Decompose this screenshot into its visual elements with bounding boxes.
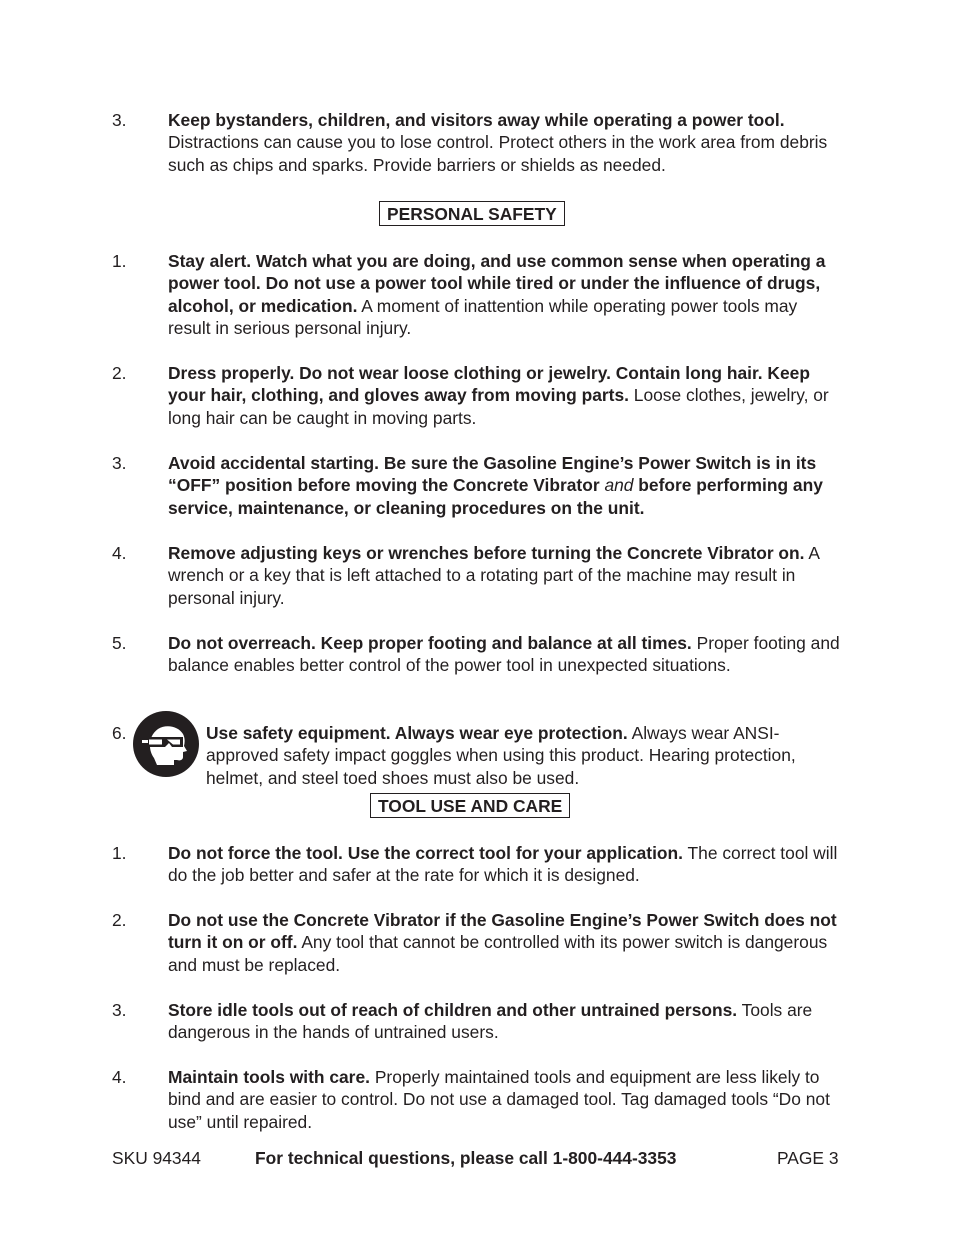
item-text: The correct tool will do the job better and safer at the rate for which it is designed. <box>168 843 838 886</box>
footer-help-line: For technical questions, please call 1-800-444-3353 <box>255 1148 677 1168</box>
footer-sku: SKU 94344 <box>112 1148 201 1168</box>
item-body <box>168 909 843 976</box>
item-body <box>206 722 846 789</box>
item-text: Any tool that cannot be controlled with its power switch is dangerous and must be replaced. <box>168 932 828 975</box>
item-number: 3. <box>112 110 127 130</box>
item-body <box>168 1066 843 1133</box>
item-body <box>168 452 843 519</box>
item-body <box>168 542 843 609</box>
section-heading-tool-use-and-care: TOOL USE AND CARE <box>370 793 570 818</box>
item-text: A moment of inattention while operating power tools may result in serious personal injury. <box>168 295 798 339</box>
item-text: Properly maintained tools and equipment are less likely to bind and are easier to control. Do not use a damaged tool. Tag damaged tools “Do not use” until repaired. <box>168 1067 830 1132</box>
item-number: 1. <box>112 251 127 271</box>
item-number: 6. <box>112 723 127 743</box>
safety-goggles-icon <box>132 710 200 778</box>
item-bold-text: Do not force the tool. Use the correct tool for your application. <box>168 843 683 863</box>
item-text: Distractions can cause you to lose control. Protect others in the work area from debris such as chips and sparks. Provide barriers or shields as needed. <box>168 132 828 175</box>
item-number: 3. <box>112 453 127 473</box>
item-bold-text: before performing any service, maintenance, or cleaning procedures on the unit. <box>168 475 823 518</box>
item-text: Tools are dangerous in the hands of untrained users. <box>168 1000 813 1043</box>
item-number: 4. <box>112 1067 127 1087</box>
item-body <box>168 999 843 1044</box>
item-bold-text: Dress properly. Do not wear loose clothing or jewelry. Contain long hair. Keep your hair, clothing, and gloves away from moving parts. <box>168 363 810 406</box>
item-number: 3. <box>112 1000 127 1020</box>
item-number: 5. <box>112 633 127 653</box>
item-bold-text: Maintain tools with care. <box>168 1067 370 1087</box>
item-bold-text: Do not overreach. Keep proper footing and balance at all times. <box>168 633 692 653</box>
item-body <box>168 362 843 429</box>
item-number: 2. <box>112 910 127 930</box>
item-text: Always wear ANSI-approved safety impact goggles when using this product. Hearing protection, helmet, and steel toed shoes must also be used. <box>206 723 796 788</box>
item-body <box>168 842 843 887</box>
item-text: Proper footing and balance enables better control of the power tool in unexpected situations. <box>168 633 840 676</box>
item-body <box>168 109 843 176</box>
item-bold-text: Remove adjusting keys or wrenches before turning the Concrete Vibrator on. <box>168 543 805 563</box>
item-number: 1. <box>112 843 127 863</box>
item-text: A wrench or a key that is left attached to a rotating part of the machine may result in personal injury. <box>168 543 820 608</box>
item-text: Loose clothes, jewelry, or long hair can be caught in moving parts. <box>168 385 829 428</box>
item-bold-text: Keep bystanders, children, and visitors away while operating a power tool. <box>168 110 785 130</box>
item-bold-text: Use safety equipment. Always wear eye protection. <box>206 723 628 743</box>
item-italic-text: and <box>604 475 634 496</box>
item-bold-text: Do not use the Concrete Vibrator if the Gasoline Engine’s Power Switch does not turn it on or off. <box>168 910 837 953</box>
item-number: 2. <box>112 363 127 383</box>
item-bold-text: Avoid accidental starting. Be sure the Gasoline Engine’s Power Switch is in its “OFF” position before moving the Concrete Vibrator <box>168 453 817 496</box>
item-bold-text: Store idle tools out of reach of children and other untrained persons. <box>168 1000 738 1020</box>
item-body <box>168 250 843 340</box>
item-body <box>168 632 843 677</box>
item-number: 4. <box>112 543 127 563</box>
item-bold-text: Stay alert. Watch what you are doing, and use common sense when operating a power tool. Do not use a power tool while tired or under the influence of drugs, alcohol, or medication. <box>168 251 826 316</box>
section-heading-personal-safety: PERSONAL SAFETY <box>379 201 565 226</box>
footer-page-number: PAGE 3 <box>777 1148 839 1168</box>
